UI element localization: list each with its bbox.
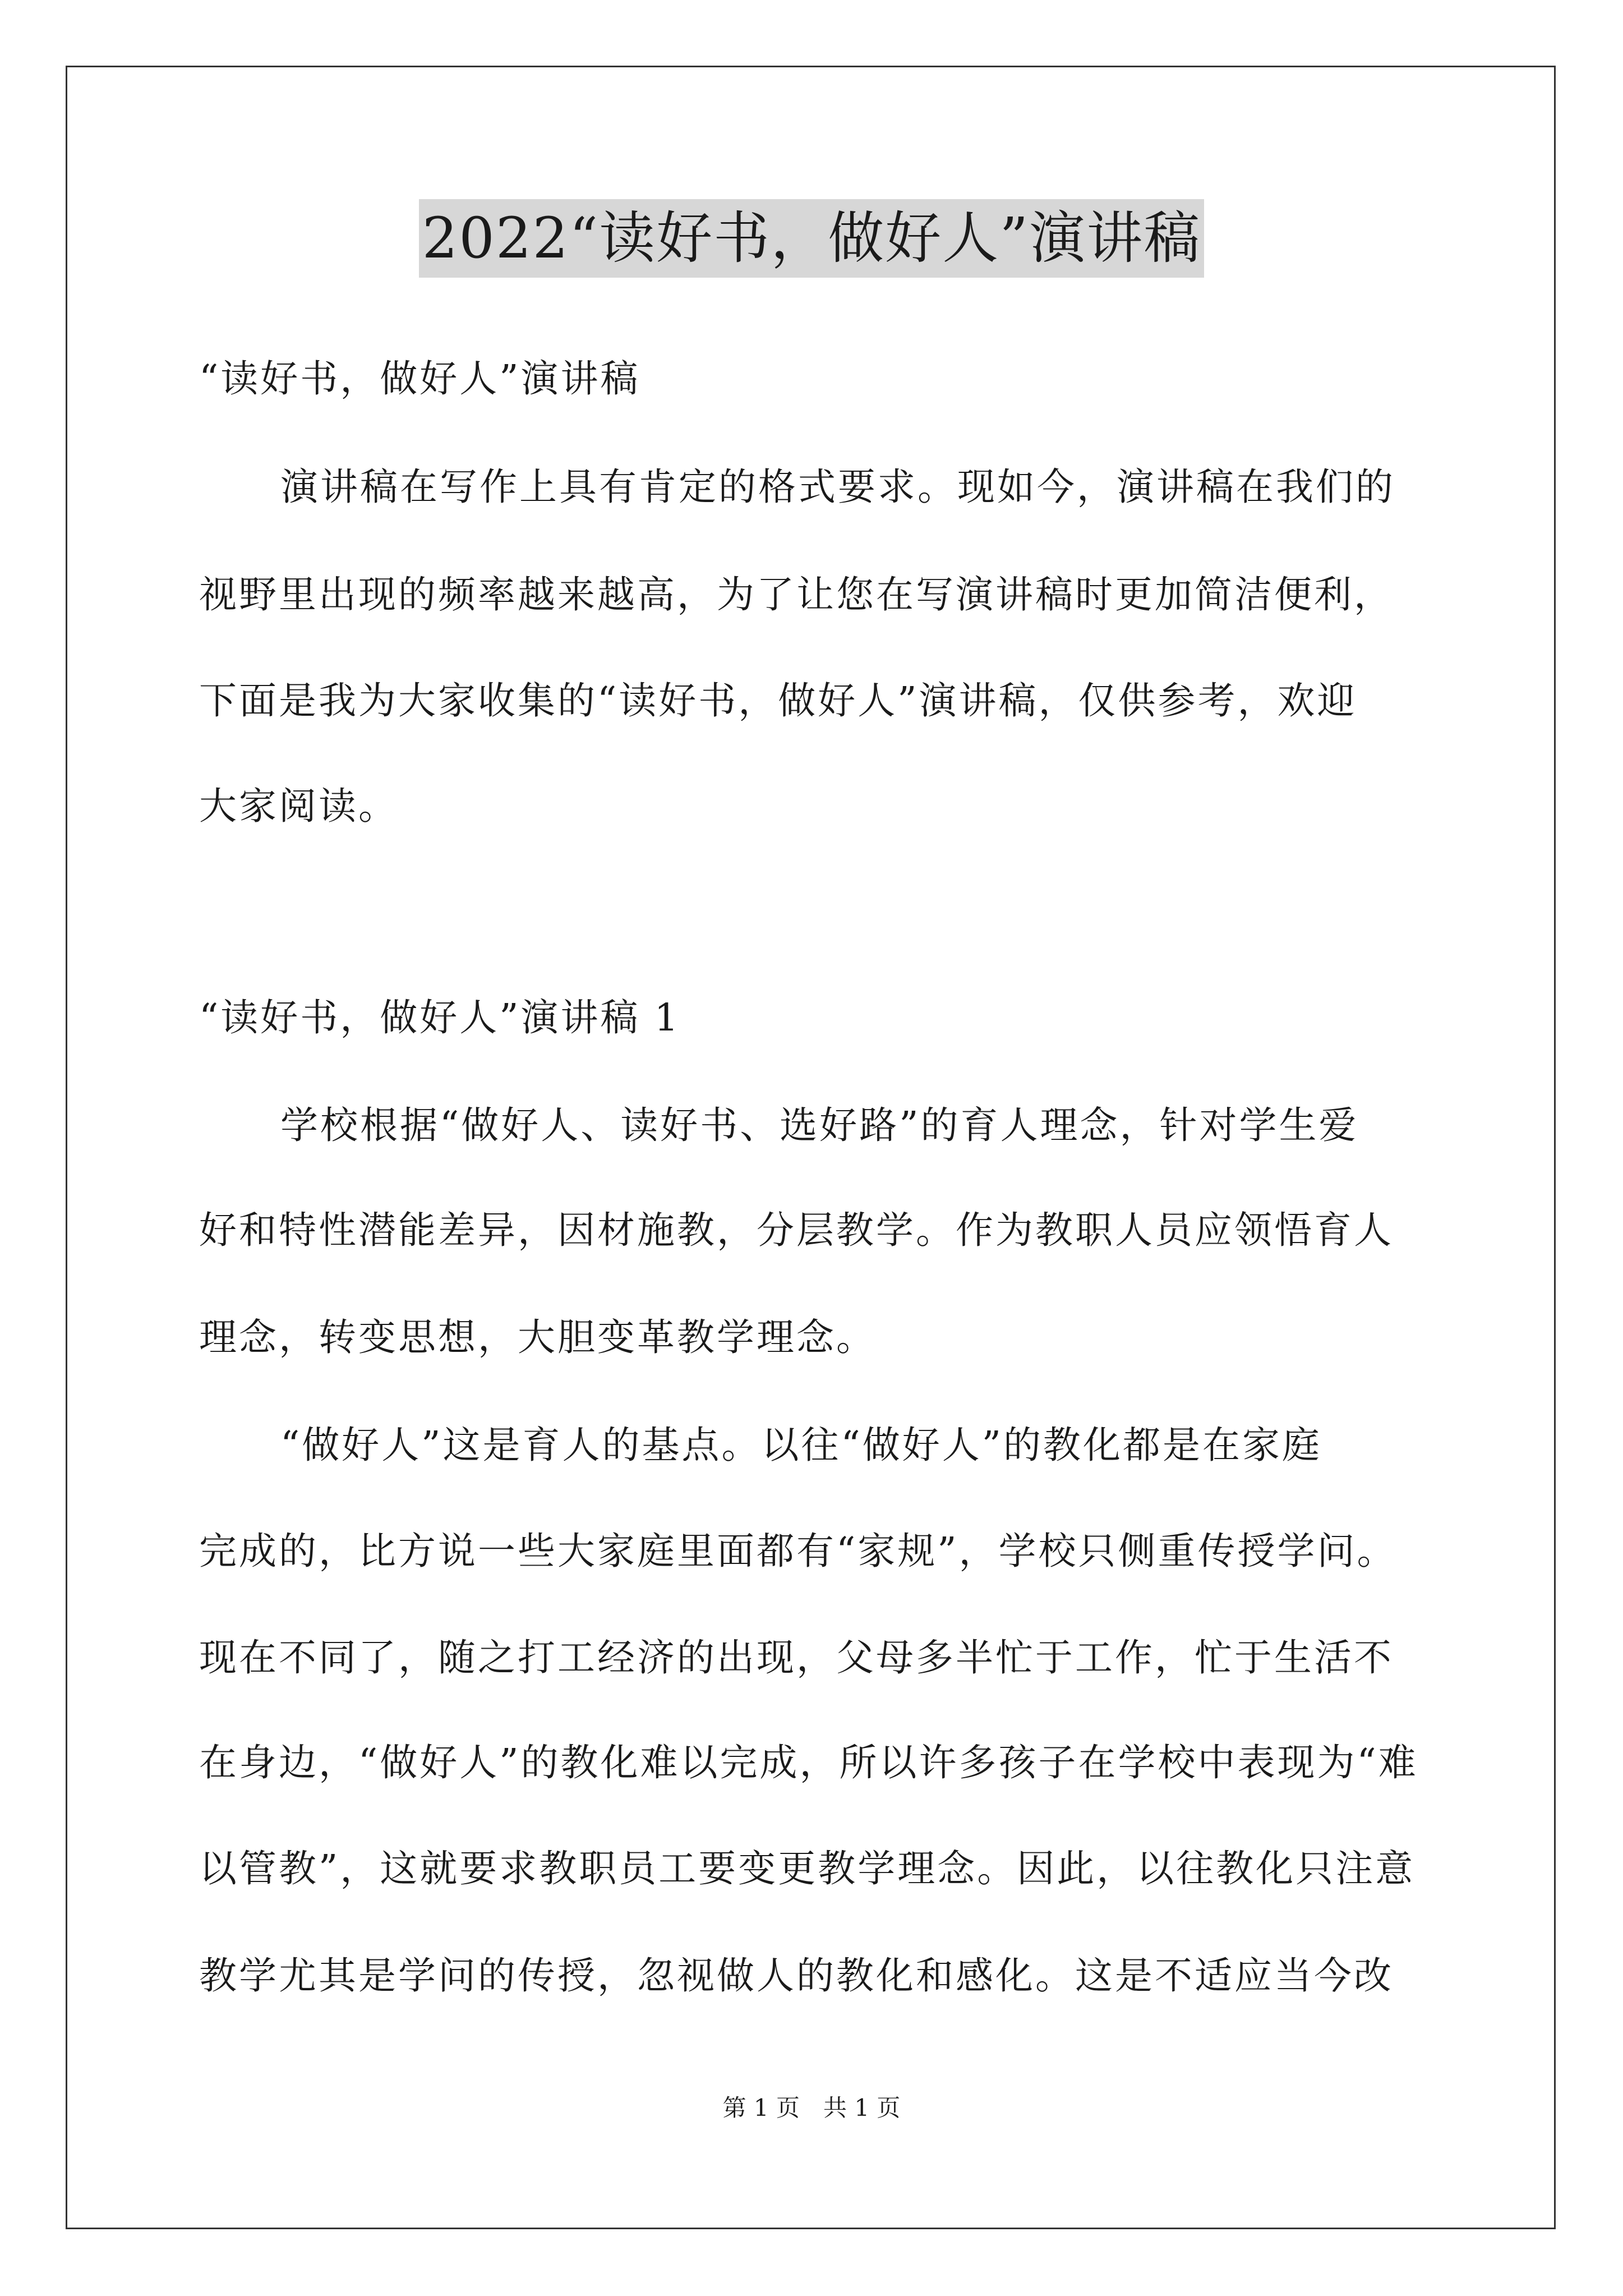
para1-line-3: 理念，转变思想，大胆变革教学理念。 xyxy=(199,1315,876,1359)
intro-line-1: 演讲稿在写作上具有肯定的格式要求。现如今，演讲稿在我们的 xyxy=(280,465,1395,509)
para2-line-3: 现在不同了，随之打工经济的出现，父母多半忙于工作，忙于生活不 xyxy=(199,1636,1394,1680)
document-title: 2022“读好书，做好人”演讲稿 xyxy=(419,199,1205,278)
para2-line-5: 以管教”，这就要求教职员工要变更教学理念。因此，以往教化只注意 xyxy=(199,1847,1415,1890)
section-heading-1: “读好书，做好人”演讲稿 1 xyxy=(199,996,681,1039)
para1-line-1: 学校根据“做好人、读好书、选好路”的育人理念，针对学生爱 xyxy=(280,1103,1359,1147)
intro-line-3: 下面是我为大家收集的“读好书，做好人”演讲稿，仅供参考，欢迎 xyxy=(199,679,1357,723)
para2-line-6: 教学尤其是学问的传授，忽视做人的教化和感化。这是不适应当今改 xyxy=(199,1954,1394,1998)
intro-line-2: 视野里出现的频率越来越高，为了让您在写演讲稿时更加简洁便利， xyxy=(199,573,1394,616)
intro-line-4: 大家阅读。 xyxy=(199,784,398,828)
para2-line-4: 在身边，“做好人”的教化难以完成，所以许多孩子在学校中表现为“难 xyxy=(199,1741,1418,1784)
title-container xyxy=(0,199,1623,278)
page-footer: 第 1 页 共 1 页 xyxy=(722,2094,901,2122)
para1-line-2: 好和特性潜能差异，因材施教，分层教学。作为教职人员应领悟育人 xyxy=(199,1208,1394,1252)
para2-line-1: “做好人”这是育人的基点。以往“做好人”的教化都是在家庭 xyxy=(280,1423,1322,1467)
subtitle: “读好书，做好人”演讲稿 xyxy=(199,357,640,401)
para2-line-2: 完成的，比方说一些大家庭里面都有“家规”，学校只侧重传授学问。 xyxy=(199,1529,1397,1573)
